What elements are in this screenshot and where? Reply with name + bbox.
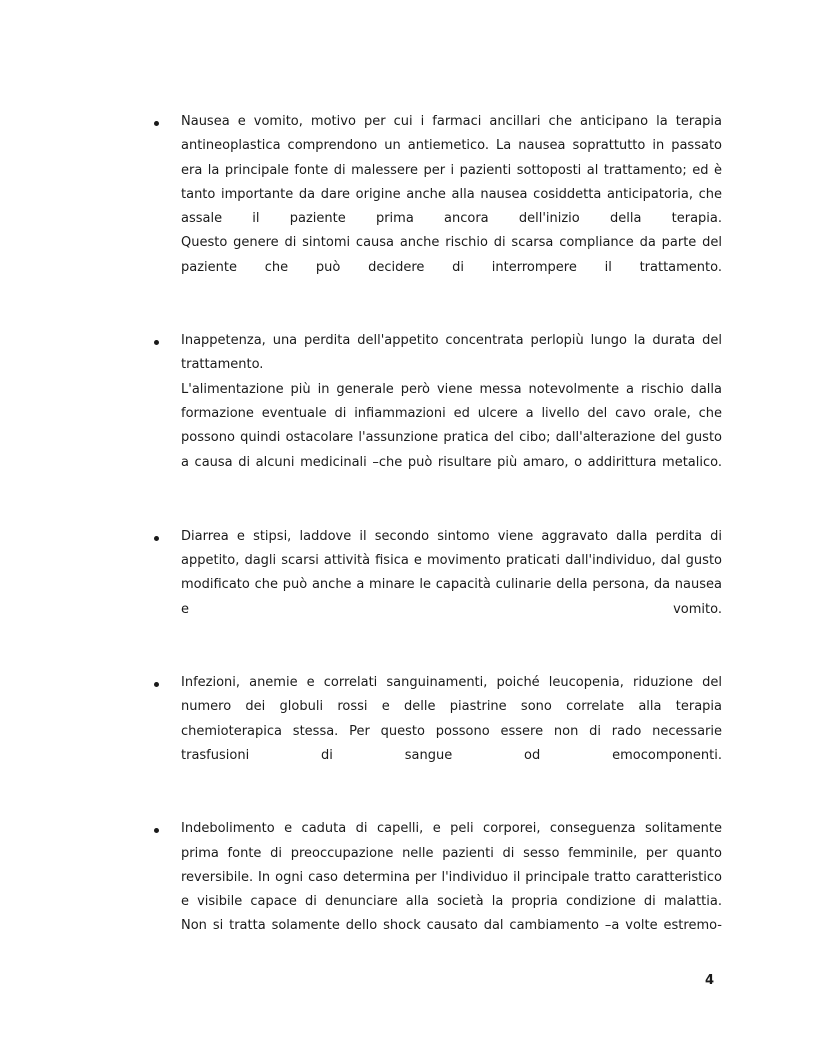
bullet-icon bbox=[154, 340, 159, 345]
text-line: tanto importante da dare origine anche alla nausea cosiddetta anticipatoria, che bbox=[181, 186, 722, 202]
text-line: e visibile capace di denunciare alla società la propria condizione di malattia. bbox=[181, 894, 722, 910]
page-number: 4 bbox=[705, 973, 715, 988]
text-line: modificato che può anche a minare le capacità culinarie della persona, da nausea bbox=[181, 577, 722, 593]
text-line: Nausea e vomito, motivo per cui i farmaci ancillari che anticipano la terapia bbox=[181, 114, 722, 129]
text-line: Diarrea e stipsi, laddove il secondo sintomo viene aggravato dalla perdita di bbox=[181, 528, 722, 544]
text-line: L'alimentazione più in generale però viene messa notevolmente a rischio dalla bbox=[181, 381, 722, 397]
text-line: Questo genere di sintomi causa anche rischio di scarsa compliance da parte del bbox=[181, 235, 722, 251]
text-line: chemioterapica stessa. Per questo possono essere non di rado necessarie bbox=[181, 723, 722, 739]
text-line: Infezioni, anemie e correlati sanguinamenti, poiché leucopenia, riduzione del bbox=[181, 675, 722, 691]
text-line: a causa di alcuni medicinali –che può risultare più amaro, o addirittura metalico. bbox=[181, 454, 722, 470]
text-line: trasfusioni di sangue od emocomponenti. bbox=[181, 747, 722, 763]
text-line: Non si tratta solamente dello shock causato dal cambiamento –a volte estremo- bbox=[181, 918, 722, 934]
text-line: reversibile. In ogni caso determina per l'individuo il principale tratto caratteristico bbox=[181, 869, 722, 885]
text-line: Indebolimento e caduta di capelli, e peli corporei, conseguenza solitamente bbox=[181, 821, 722, 837]
text-line: formazione eventuale di infiammazioni ed ulcere a livello del cavo orale, che bbox=[181, 405, 722, 421]
text-line: paziente che può decidere di interrompere il trattamento. bbox=[181, 259, 722, 275]
list-item bbox=[150, 817, 722, 938]
text-line: prima fonte di preoccupazione nelle pazienti di sesso femminile, per quanto bbox=[181, 845, 722, 861]
text-line: possono quindi ostacolare l'assunzione pratica del cibo; dall'alterazione del gusto bbox=[181, 430, 722, 446]
list-item bbox=[150, 671, 722, 768]
text-line: appetito, dagli scarsi attività fisica e movimento praticati dall'individuo, dal gusto bbox=[181, 553, 722, 569]
text-line: Inappetenza, una perdita dell'appetito concentrata perlopiù lungo la durata del bbox=[181, 333, 722, 349]
bullet-icon bbox=[154, 121, 159, 126]
text-line: numero dei globuli rossi e delle piastrine sono correlate alla terapia bbox=[181, 699, 722, 715]
text-line: antineoplastica comprendono un antiemetico. La nausea soprattutto in passato bbox=[181, 138, 722, 154]
bullet-icon bbox=[154, 828, 159, 833]
list-item bbox=[150, 110, 722, 280]
bullet-list bbox=[150, 110, 722, 939]
text-line: e vomito. bbox=[181, 601, 722, 617]
list-item bbox=[150, 525, 722, 622]
text-line: era la principale fonte di malessere per i pazienti sottoposti al trattamento; ed è bbox=[181, 162, 722, 178]
text-line: assale il paziente prima ancora dell'inizio della terapia. bbox=[181, 211, 722, 227]
bullet-icon bbox=[154, 682, 159, 687]
list-item bbox=[150, 329, 722, 475]
text-line: trattamento. bbox=[181, 357, 264, 373]
bullet-icon bbox=[154, 536, 159, 541]
